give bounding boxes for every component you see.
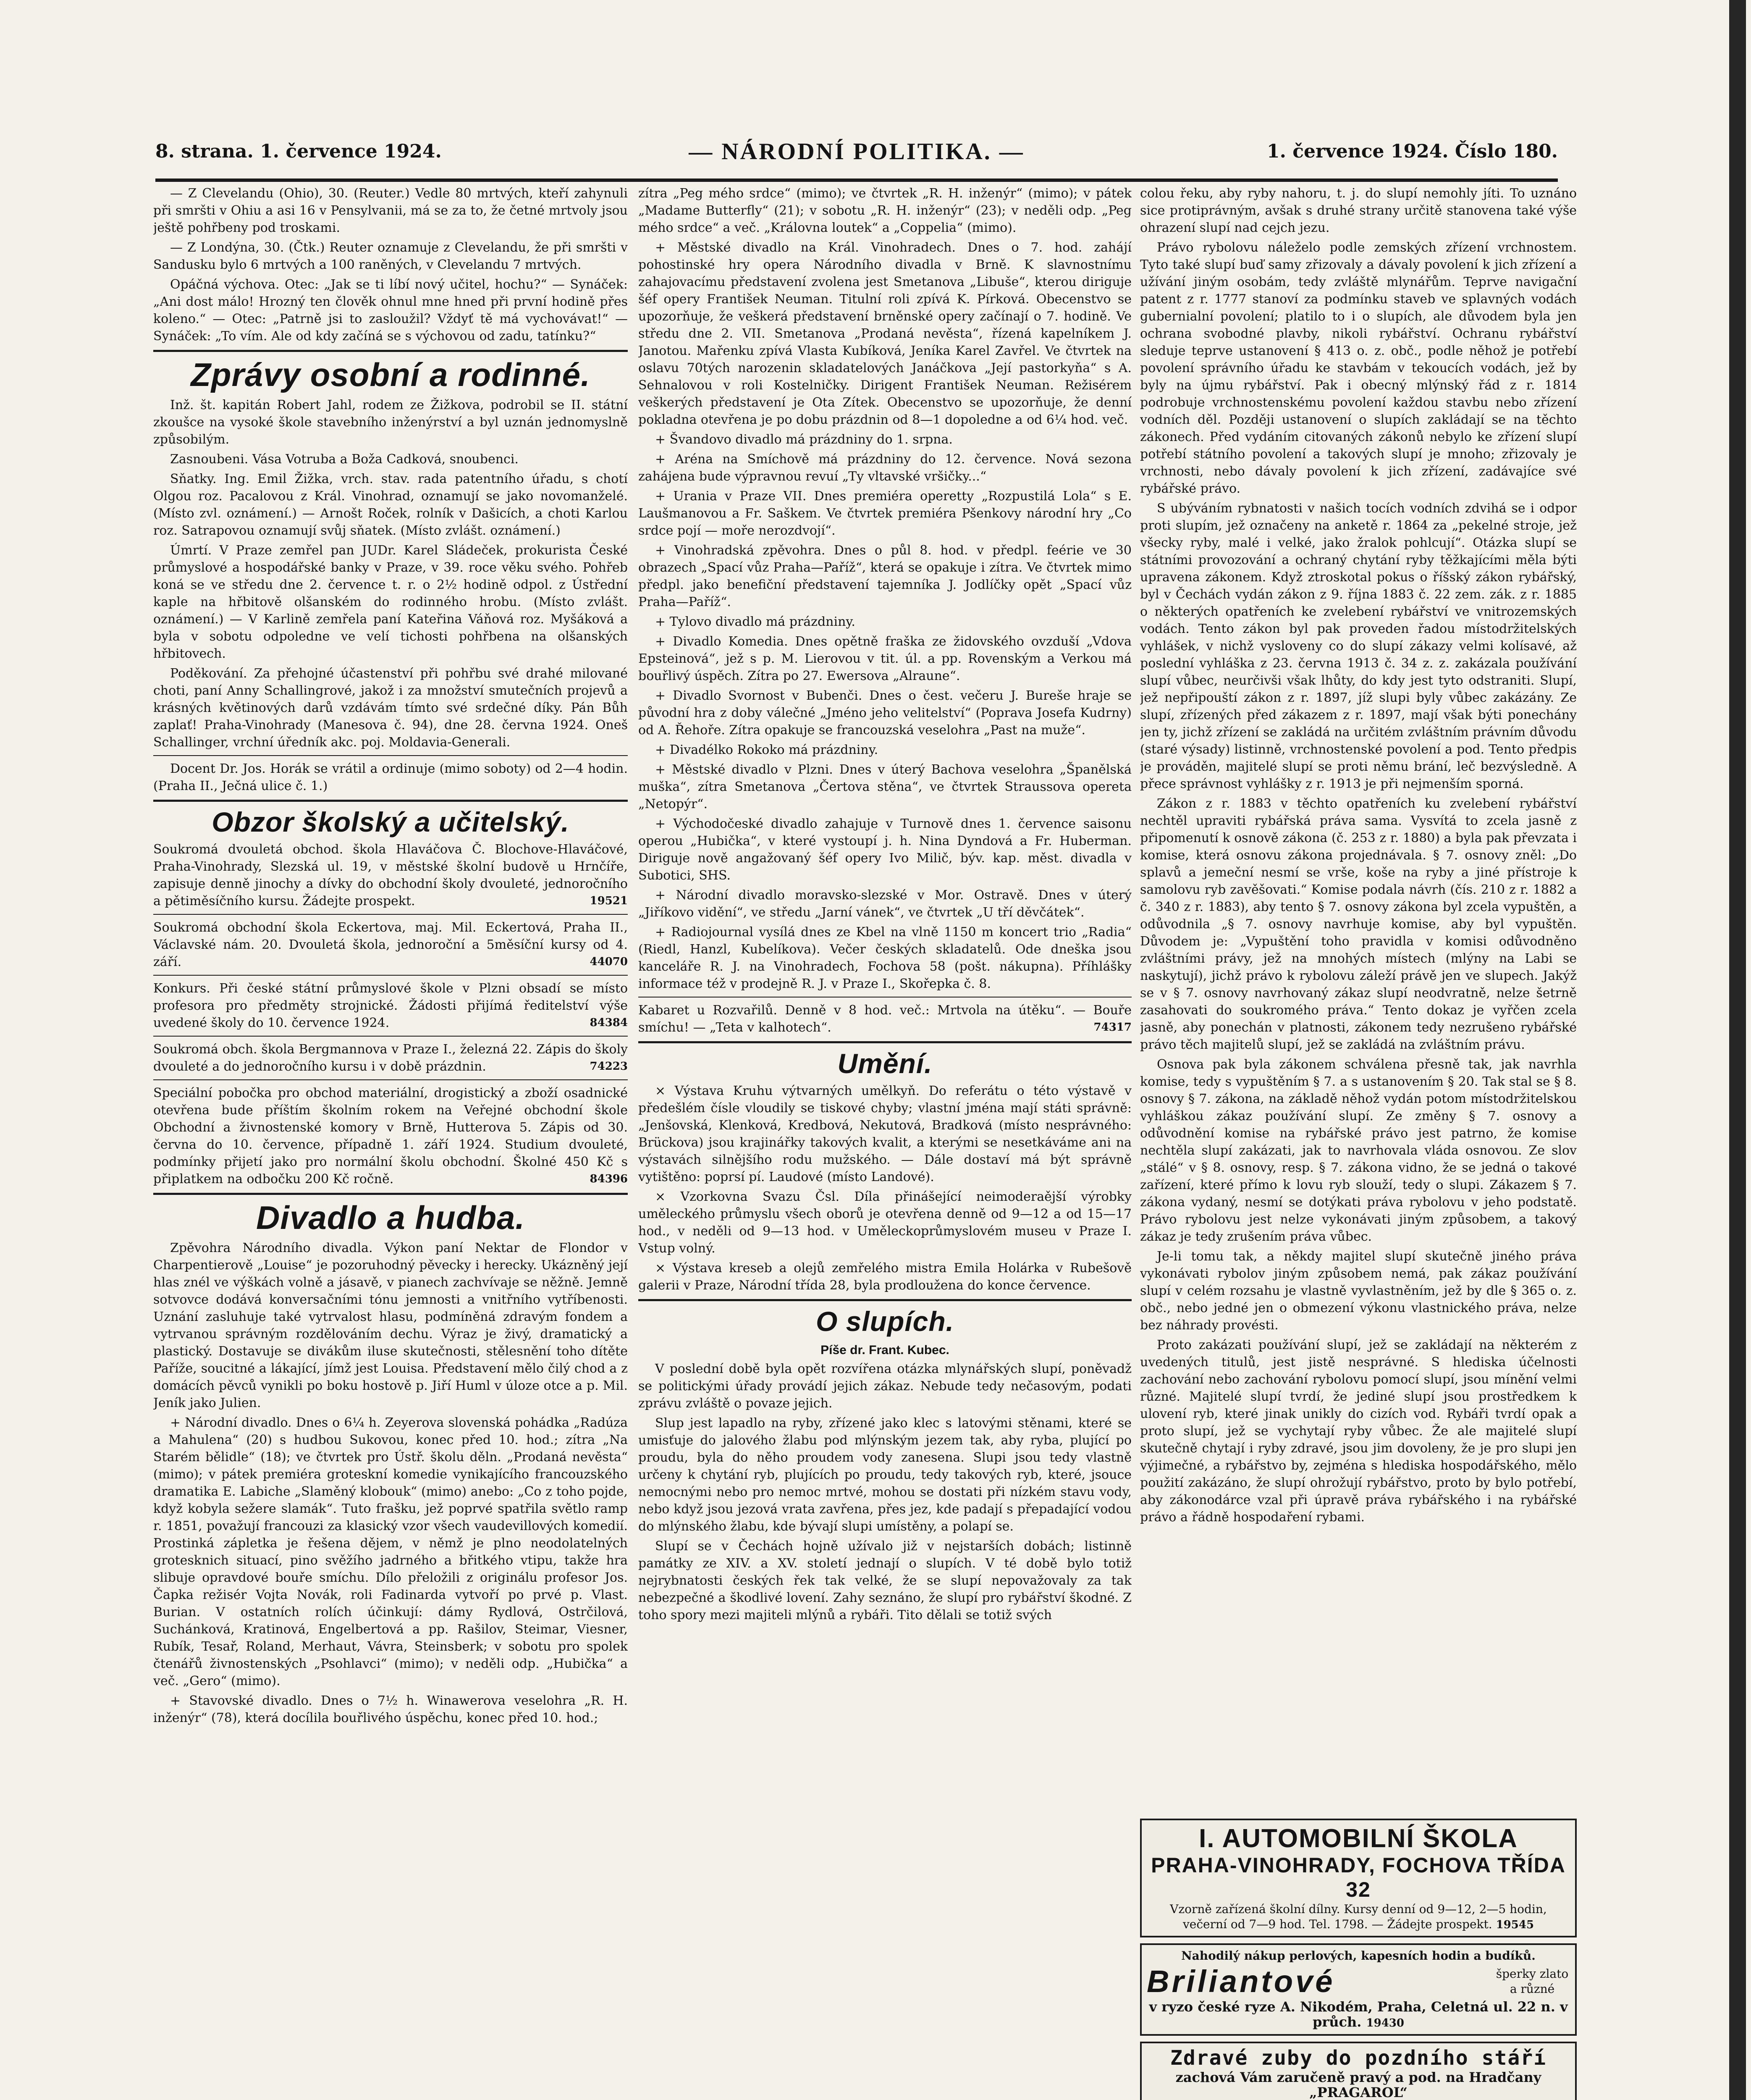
theatre-item: + Východočeské divadlo zahajuje v Turnově dnes 1. července saisonu operou „Hubička“, v které vystoupí j. h. Nina Dyndová a Fr. Huberman. Diriguje nově angažovaný šéf opery Ivo Milič, býv. kap. měst. divadla v Subotici, SHS. (638, 816, 1132, 883)
divider (153, 755, 628, 756)
theatre-item: + Urania v Praze VII. Dnes premiéra operetty „Rozpustilá Lola“ s E. Laušmanovou a Fr. Saškem. Ve čtvrtek premiéra Pšenkovy národní hry „Co srdce pojí — moře nerozdvojí“. (638, 489, 1132, 538)
article-paragraph: S ubýváním rybnatosti v našich tocích vodních zdvihá se i odpor proti slupím, jež označeny na anketě r. 1864 za „pekelné stroje, jež všecky ryby, malé i velké, jako žralok pohlcují“. Otázka slupí se státními provozování a ochraný chytání ryby těžkajícími měla býti upravena zákonem. Když ztroskotal pokus o říšský zákon rybářský, byl v Čechách vydán zákon z 9. října 1883 č. 22 zem. zák. z r. 1885 o některých opatřeních ke zvelebení rybářství ve vnitrozemských vodách. Tento zákon byl pak proveden řadou místodržitelských vyhlášek, v nichž vysloveny co do slupí zákazy velmi kolísavé, až poslední vyhláška z 23. června 1913 č. 34 z. z. zakázala používání slupí vůbec, neurčivši však lhůty, do kdy jest tyto odstraniti. Slupí, jež nepřipouští zákon z r. 1897, jíž slupi byly vůbec zakázány. Ze slupí, zřízených před zákazem z r. 1897, mají však býti ponechány jen ty, jichž zřízení se zakládá na určitém zvláštním právním důvodu (staré výsady) listinně, vrchnostenské povolení a pod. Tento předpis je prováděn, majitelé slupí se proti němu brání, leč bezvýsledně. A přece správnost vyhlášky z r. 1913 je při nejmenším sporná. (1140, 501, 1577, 791)
theatre-item: + Městské divadlo v Plzni. Dnes v úterý Bachova veselohra „Španělská muška“, zítra Smetanova „Čertova stěna“, ve čtvrtek Straussova opereta „Netopýr“. (638, 762, 1132, 811)
ad-nikodem-address: v ryzo české ryze A. Nikodém, Praha, Celetná ul. 22 n. v průch. 19430 (1149, 1999, 1568, 2030)
art-item: × Výstava Kruhu výtvarných umělkyň. Do referátu o této výstavě v předešlém čísle vloudily se tiskové chyby; vlastní jména mají státi správně: „Jenšovská, Klenková, Kredbová, Nekutová, Bradková (místo nesprávného: Brückova) jsou krajinářky takových kvalit, a kterými se nesetkáváme ani na výstavách silnějšího rodu mužského. — Dále dostaví má být správně vytištěno: poprsí pí. Laudové (místo Landové). (638, 1084, 1132, 1185)
article-paragraph: colou řeku, aby ryby nahoru, t. j. do slupí nemohly jíti. To uznáno sice protiprávným, avšak s druhé strany určitě stanovena také výše ohrazení slupí nad cejch jezu. (1140, 186, 1577, 235)
article-paragraph: Právo rybolovu náleželo podle zemských zřízení vrchnostem. Tyto také slupí buď samy zřizovaly a dávaly povolení k jich zřízení a užívání jiným osobám, tedy zvláště mlynářům. Teprve navigační patent z r. 1777 stanoví za podmínku staveb ve splavných vodách gubernialní povolení; platilo to i o slupích, ale důvodem byla jen ochrana svobodné plavby, nikoli rybářství. Ochranu rybářství sleduje teprve ustanovení § 413 o. z. obč., podle něhož je potřebí povolení správního úřadu ke stavbám v tekoucích vodách, jež by byly na újmu rybářství. Pak i obecný mlýnský řád z r. 1814 podrobuje vrchnostenskému povolení každou stavbu nebo zřízení vodních děl. Později ustanovení o slupích zakládají se na těchto zákonech. Před vydáním citovaných zákonů nebylo ke zřízení slupí potřebí státního povolení a takových slupí je mnoho; zřizovaly je vrchnosti, nebo dávaly povolení k jich zřízení, zadávajíce své rybářské právo. (1140, 240, 1577, 496)
column-3-ads (1140, 1819, 1577, 2100)
personal-item: Docent Dr. Jos. Horák se vrátil a ordinuje (mimo soboty) od 2—4 hodin. (Praha II., Ječná ulice č. 1.) (153, 761, 628, 793)
school-ad: Speciální pobočka pro obchod materiální, drogistický a zboží osadnické otevřena bude příštím školním rokem na Veřejné obchodní škole Obchodní a živnostenské komory v Brně, Hutterova 5. Zápis od 30. června do 10. července, případně 1. září 1924. Studium dvouleté, podmínky přijetí jako pro normální školu obchodní. Školné 450 Kč s připlatkem na odbočku 200 Kč ročně. 84396 (153, 1086, 628, 1187)
school-ad: Konkurs. Při české státní průmyslové škole v Plzni obsadí se místo profesora pro předměty strojnické. Žádosti přijímá ředitelství výše uvedené školy do 10. července 1924. 84384 (153, 981, 628, 1031)
page-header (155, 141, 1558, 182)
divider (153, 975, 628, 976)
column-3 (1140, 185, 1577, 1823)
news-london: — Z Londýna, 30. (Čtk.) Reuter oznamuje z Clevelandu, že při smršti v Sandusku bylo 6 mrtvých a 100 raněných, v Clevelandu 7 mrtvých. (153, 240, 628, 272)
article-paragraph: Zákon z r. 1883 v těchto opatřeních ku zvelebení rybářství nechtěl upraviti rybářská práva sama. Vysvítá to zcela jasně z připomenutí k osnově zákona (č. 253 z r. 1880) a byla pak převzata i komise, která osnovu zákona projednávala. § 7. osnovy zněl: „Do splavů a jemeční nesmí se vrše, koše na ryby a jiné přístroje k samolovu ryb zavěšovati.“ Komise podala návrh (čís. 210 z r. 1882 a č. 340 z r. 1883), aby tento § 7. osnovy zákona byl zcela vypuštěn, a odůvodnila „§ 7. osnovy navrhuje komise, aby byl vypuštěn. Důvodem je: „Vypuštění toho pravidla v komisi odůvodněno zvláštními právy, jež na mnohých místech (mlýny na Labi se naskytují), jichž právo k rybolovu záleží právě jen ve slupech. Jakýž se v § 7. osnovy navrhovaný zákaz slupí neodvratně, nelze šetrně zasahovati do soukromého práva.“ Tento dokaz je vyřčen zcela jasně, aby ponechán v platnosti, zákonem tedy nezrušeno rybářské právo těch majitelů slupí, jež se zakládá na zvláštním právu. (1140, 796, 1577, 1052)
article-paragraph: Osnova pak byla zákonem schválena přesně tak, jak navrhla komise, tedy s vypuštěním § 7. a s ustanovením § 20. Tak stal se § 8. osnovy § 7. zákona, na základě něhož vydán potom místodržitelskou vyhláškou zákaz používání slupí. Ze změny § 7. osnovy a odůvodnění komise na rybářské právo jest patrno, že komise nechtěla slupí zakázati, jak to navrhovala vláda osnovou. Ze slov „stálé“ v § 8. osnovy, resp. § 7. zákona vidno, že se jedná o takové zařízení, které přímo k lovu ryb slouží, tedy o slupi. Zákazem § 7. zákona vydaný, nesmí se dotýkati práva rybolovu v jeho podstatě. Právo rybolovu jest nelze vykonávati jiným způsobem, a takový zákaz je tedy zrušením práva vůbec. (1140, 1057, 1577, 1244)
ad-pragarol-brand: zachová Vám zaručeně pravý a pod. na Hradčany „PRAGAROL“ (1175, 2069, 1541, 2100)
theatre-item: + Radiojournal vysílá dnes ze Kbel na vlně 1150 m koncert trio „Radia“ (Riedl, Hanzl, Kubelíkova). Večer českých skladatelů. Ode dneška jsou kanceláře R. J. na Vinohradech, Fochova 58 (pošt. nákupna). Příhlášky informace též v prodejně R. J. v Praze I., Skořepka č. 8. (638, 925, 1132, 991)
article-paragraph: Je-li tomu tak, a někdy majitel slupí skutečně jiného práva vykonávati rybolov jiným způsobem nemá, pak zákaz používání slupí v celém rozsahu je vlastně vyvlastněním, jež by dle § 365 o. z. obč., nebo jedné jen o obmezení výkonu vlastnického práva, nelze bez náhrady provésti. (1140, 1249, 1577, 1333)
section-heading-personal: Zprávy osobní a rodinné. (191, 356, 590, 393)
theatre-item: + Divadlo Svornost v Bubenči. Dnes o čest. večeru J. Bureše hraje se původní hra z doby válečné „Jméno jeho velitelství“ (Poprava Josefa Kudrny) od A. Řehoře. Zítra opakuje se francouzská veselohra „Past na muže“. (638, 688, 1132, 738)
personal-item: Úmrtí. V Praze zemřel pan JUDr. Karel Sládeček, prokurista České průmyslové a hospodářské banky v Praze, v 39. roce věku svého. Pohřeb koná se ve středu dne 2. července t. r. o 2½ hodině odpol. z Ústřední kaple na hřbitově olšanském do rodinného hrobu. (Místo zvlášt. oznámení.) — V Karlině zemřela paní Kateřina Váňová roz. Myšáková a byla v sobotu odpoledne ve velí tichosti pohřbena na olšanských hřbitovech. (153, 543, 628, 661)
theatre-item: Zpěvohra Národního divadla. Výkon paní Nektar de Flondor v Charpentierově „Louise“ je pozoruhodný pěvecky i herecky. Ukázněný její hlas znél ve výškách volně a jásavě, v pianech zachvívaje se něžně. Jemně sotvovce dodává konversačními tónu jemnosti a vnitřního vytříbenosti. Uznání zasluhuje také vytrvalost hlasu, podmíněná zdravým fondem a vytrvanou správným rozdělováním dechu. Výraz je živý, dramatický a plastický. Dostavuje se divákům iluse skutečnosti, stělesnění toho dítěte Paříže, soucitné a lákající, jímž jest Louisa. Představení mělo čilý chod a z domácích pěvců vynikli po boku hostově p. Jiří Huml v úloze otce a p. Mil. Jeník jako Julien. (153, 1241, 628, 1411)
theatre-item: + Aréna na Smíchově má prázdniny do 12. července. Nová sezona zahájena bude výpravnou revuí „Ty vltavské vršičky...“ (638, 452, 1132, 484)
section-divider (153, 350, 628, 352)
school-ad: Soukromá obchodní škola Eckertova, maj. Mil. Eckertová, Praha II., Václavské nám. 20. Dvouletá škola, jednoroční a 5měsíční kursy od 4. září. 44070 (153, 920, 628, 970)
theatre-item: + Stavovské divadlo. Dnes o 7½ h. Winawerova veselohra „R. H. inženýr“ (78), která docílila bouřlivého úspěchu, konec před 10. hod.; (153, 1693, 628, 1726)
masthead-title: — NÁRODNÍ POLITIKA. — (689, 139, 1025, 165)
ad-nikodem-top: Nahodilý nákup perlových, kapesních hodin a budíků. (1181, 1949, 1536, 1963)
ad-autoskola-title: I. AUTOMOBILNÍ ŠKOLA (1199, 1824, 1518, 1853)
theatre-item: zítra „Peg mého srdce“ (mimo); ve čtvrtek „R. H. inženýr“ (mimo); v pátek „Madame Butterfly“ (21); v sobotu „R. H. inženýr“ (23); v neděli odp. „Peg mého srdce“ a več. „Královna loutek“ a „Coppelia“ (mimo). (638, 186, 1132, 235)
article-paragraph: V poslední době byla opět rozvířena otázka mlynářských slupí, poněvadž se politickými úřady provádí jejich zákaz. Nebude tedy nečasovým, podati zprávu zvláště o povaze jejich. (638, 1361, 1132, 1411)
school-ad: Soukromá dvouletá obchod. škola Hlaváčova Č. Blochove-Hlaváčové, Praha-Vinohrady, Slezská ul. 19, v městské školní budově u Hrnčíře, zapisuje denně jinochy a dívky do obchodní školy dvouleté, jednoročního a pětiměsíčního kursu. Žádejte prospekt. 19521 (153, 842, 628, 909)
news-cleveland: — Z Clevelandu (Ohio), 30. (Reuter.) Vedle 80 mrtvých, kteří zahynuli při smršti v Ohiu a asi 16 v Pensylvanii, má se za to, že četné mrtvoly jsou ještě pohřbeny pod troskami. (153, 186, 628, 235)
theatre-item: + Národní divadlo. Dnes o 6¼ h. Zeyerova slovenská pohádka „Radúza a Mahulena“ (20) s hudbou Sukovou, konec před 10. hod.; zítra „Na Starém bělidle“ (18); ve čtvrtek pro Ústř. školu děln. „Prodaná nevěsta“ (mimo); v pátek premiéra groteskní komedie vynikajícího francouzského dramatika E. Labiche „Slaměný klobouk“ (mimo) anebo: „Co z toho pojde, když kobyla sežere slamák“. Tuto frašku, jež poprvé spatřila světlo ramp r. 1851, považují francouzi za klasický vzor všech vaudevillových komedií. Prostinká zápletka je řešena dějem, v němž je plno neodolatelných grotesknich situací, pino svěžího jadrného a břitkého vtipu, takže hra slibuje opravdové bouře smíchu. Dílo přeložili z originálu profesor Jos. Čapka režisér Vojta Novák, roli Fadinarda vytvoří po prvé p. Vlast. Burian. V ostatních rolích účinkují: dámy Rydlová, Ostrčilová, Suchánková, Kratinová, Engelbertová a pp. Rašilov, Steimar, Viesner, Rubík, Tesař, Roland, Merhaut, Vávra, Steinsberk; v sobotu pro spolek čtenářů živnostenských „Psohlavci“ (mimo); v neděli odp. „Hubička“ a več. „Gero“ (mimo). (153, 1415, 628, 1689)
ad-nikodem-sub: šperky zlato a různé (1496, 1966, 1569, 1996)
column-2 (638, 185, 1132, 2100)
article-paragraph: Slupí se v Čechách hojně užívalo již v nejstarších dobách; listinně památky ze XIV. a XV. století jednají o slupích. V té době bylo totiž nejrybnatosti českých řek tak velké, že se slupí nepovažovaly za tak nebezpečné a škodlivé lovení. Zahy seznáno, že slupí pro rybářství škodné. Z toho spory mezi majiteli mlýnů a rybáři. Tito dělali se totiž svých (638, 1538, 1132, 1622)
header-page-date: 8. strana. 1. července 1924. (155, 141, 442, 162)
joke-opacna-vychova: Opáčná výchova. Otec: „Jak se ti líbí nový učitel, hochu?“ — Synáček: „Ani dost málo! Hrozný ten člověk ohnul mne hned při první hodině přes koleno.“ — Otec: „Patrně jsi to zasloužil? Vždyť tě má vychovávat!“ — Synáček: „To vím. Ale od kdy začíná se s výchovou od zadu, tatínku?“ (153, 277, 628, 344)
section-divider (638, 1041, 1132, 1043)
column-1 (153, 185, 628, 2100)
section-heading-school: Obzor školský a učitelský. (212, 806, 569, 837)
section-divider (153, 800, 628, 802)
header-issue-number: 1. července 1924. Číslo 180. (1266, 141, 1558, 162)
ad-pragarol-headline: Zdravé zuby do pozdního stáří (1170, 2046, 1547, 2070)
article-title-o-slupich: O slupích. (815, 1306, 954, 1337)
ad-nikodem-row (1147, 1964, 1570, 1999)
article-byline: Píše dr. Frant. Kubec. (820, 1343, 949, 1357)
ad-autoskola (1140, 1819, 1577, 1937)
personal-item: Sňatky. Ing. Emil Žižka, vrch. stav. rada patentního úřadu, s chotí Olgou roz. Pacalovou z Král. Vinohrad, oznamují se jako novomanželé. (Místo zvl. oznámení.) — Arnošt Roček, rolník v Dašicích, a choti Karlou roz. Satrapovou oznamují svůj sňatek. (Místo zvlášt. oznámení.) (153, 471, 628, 538)
section-divider (638, 1299, 1132, 1301)
theatre-item: + Národní divadlo moravsko-slezské v Mor. Ostravě. Dnes v úterý „Jiříkovo vidění“, ve středu „Jarní vánek“, ve čtvrtek „U tří děvčátek“. (638, 888, 1132, 920)
school-ad: Soukromá obch. škola Bergmannova v Praze I., železná 22. Zápis do školy dvouleté a do jednoročního kursu i v době prázdnin. 74223 (153, 1042, 628, 1074)
art-item: × Vzorkovna Svazu Čsl. Díla přinášející neimoderaější výrobky uměleckého průmyslu všech oborů je otevřena denně od 9—12 a od 15—17 hod., v neděli od 9—13 hod. v Uměleckoprůmyslovém museu v Praze I. Vstup volný. (638, 1189, 1132, 1256)
ad-pragarol (1140, 2042, 1577, 2100)
scan-edge-bar (1729, 0, 1746, 2100)
ad-autoskola-details: Vzorně zařízená školní dílny. Kursy denní od 9—12, 2—5 hodin, večerní od 7—9 hod. Tel. 1798. — Žádejte prospekt. 19545 (1170, 1902, 1547, 1932)
ad-nikodem-brilliant: Briliantové (1147, 1964, 1335, 1999)
article-paragraph: Slup jest lapadlo na ryby, zřízené jako klec s latovými stěnami, které se umisťuje do jalového žlabu pod mlýnským jezem tak, aby ryba, plující po proudu, byla do něho proudem vody zanesena. Slupi jsou tedy vlastně určeny k chytání ryb, plujících po proudu, tedy takových ryb, které, jsouce nemocnými nebo pro nemoc mrtvé, mohou se dostati při nízkém stavu vody, nebo když jsou jezová vrata zavřena, přes jez, kde padají s přepadající vodou do mlýnského žlabu, kde bývají slupi umístěny, a polapí se. (638, 1415, 1132, 1534)
theatre-item: + Divadlo Komedia. Dnes opětně fraška ze židovského ovzduší „Vdova Epsteinová“, jež s p. M. Lierovou v tit. úl. a pp. Rovenským a Verkou má bouřlivý úspěch. Zítra po 27. Ewersova „Alraune“. (638, 634, 1132, 683)
theatre-item: + Divadélko Rokoko má prázdniny. (655, 743, 878, 757)
art-item: × Výstava kreseb a olejů zemřelého mistra Emila Holárka v Rubešově galerii v Praze, Národní třída 28, byla prodloužena do konce července. (638, 1261, 1132, 1293)
article-paragraph: Proto zakázati používání slupí, jež se zakládají na některém z uvedených titulů, jest jistě nesprávné. S hlediska účelnosti zachování nebo zachování rybolovu pomocí slupí, jsou mínění velmi různé. Majitelé slupí tvrdí, že jediné slupí jsou prostředkem k ulovení ryb, které jinak unikly do cizích vod. Rybáři tvrdí opak a proto slupí, jež se vychytají ryby vůbec. Že ale majitelé slupí skutečně chytají i ryby zdravé, jsou jim dovoleny, že je pro slupi jen výjimečné, a rybářstvo by, zejména s hlediska hospodářského, mělo použití zakázáno, že slupí ohrožují rybářstvo, proto by bylo potřebí, aby zákonodárce vzal při úpravě práva rybářského i na rybářské právo a řádně hospodaření rybami. (1140, 1338, 1577, 1525)
section-heading-art: Umění. (837, 1048, 933, 1079)
divider (638, 997, 1132, 998)
cabaret-ad: Kabaret u Rozvařilů. Denně v 8 hod. več.: Mrtvola na útěku“. — Bouře smíchu! — „Teta v kalhotech“. 74317 (638, 1003, 1132, 1035)
section-heading-theatre: Divadlo a hudba. (256, 1199, 525, 1236)
section-divider (153, 1193, 628, 1195)
personal-item: Zasnoubeni. Vása Votruba a Boža Cadková, snoubenci. (170, 452, 519, 467)
ad-autoskola-address: PRAHA-VINOHRADY, FOCHOVA TŘÍDA 32 (1151, 1853, 1566, 1901)
divider (153, 914, 628, 915)
theatre-item: + Vinohradská zpěvohra. Dnes o půl 8. hod. v předpl. feérie ve 30 obrazech „Spací vůz Praha—Paříž“, která se opakuje i zítra. Ve čtvrtek mimo předpl. jako benefiční představení tajemníka J. Jodlíčky opět „Spací vůz Praha—Paříž“. (638, 543, 1132, 609)
personal-item: Poděkování. Za přehojné účastenství při pohřbu své drahé milované choti, paní Anny Schallingrové, jakož i za množství smutečních projevů a krásných květinových darů vzdávám tímto své srdečné díky. Pán Bůh zaplať! Praha-Vinohrady (Manesova č. 94), dne 28. června 1924. Oneš Schallinger, vrchní úředník akc. poj. Moldavia-Generali. (153, 666, 628, 750)
divider (153, 1036, 628, 1037)
personal-item: Inž. št. kapitán Robert Jahl, rodem ze Žižkova, podrobil se II. státní zkoušce na vysoké škole stavebního inženýrství a byl uznán jednomyslně způsobilým. (153, 397, 628, 447)
theatre-item: + Městské divadlo na Král. Vinohradech. Dnes o 7. hod. zahájí pohostinské hry opera Národního divadla v Brně. K slavnostnímu zahajovacímu představení zvolena jest Smetanova „Libuše“, kterou diriguje šéf opery František Neuman. Titulní roli zpívá K. Pírková. Obecenstvo se upozorňuje, že veškerá představení brněnské opery začínají o 7. hodině. Ve středu dne 2. VII. Smetanova „Prodaná nevěsta“, řízená kapelníkem J. Janotou. Mařenku zpívá Vlasta Kubíková, Jeníka Karel Zavřel. Ve čtvrtek na oslavu 70tých narozenin skladatelových Janáčkova „Její pastorkyňa“ s A. Sehnalovou v roli Kostelničky. Dirigent František Neuman. Režisérem veškerých představení je Ota Zítek. Obecenstvo se upozorňuje, že denní pokladna otevřena je po dobu prázdnin od 8—1 dopoledne a od 6¼ hod. več. (638, 240, 1132, 427)
ad-nikodem (1140, 1943, 1577, 2036)
divider (153, 1079, 628, 1080)
theatre-item: + Švandovo divadlo má prázdniny do 1. srpna. (655, 432, 953, 447)
theatre-item: + Tylovo divadlo má prázdniny. (655, 614, 855, 629)
